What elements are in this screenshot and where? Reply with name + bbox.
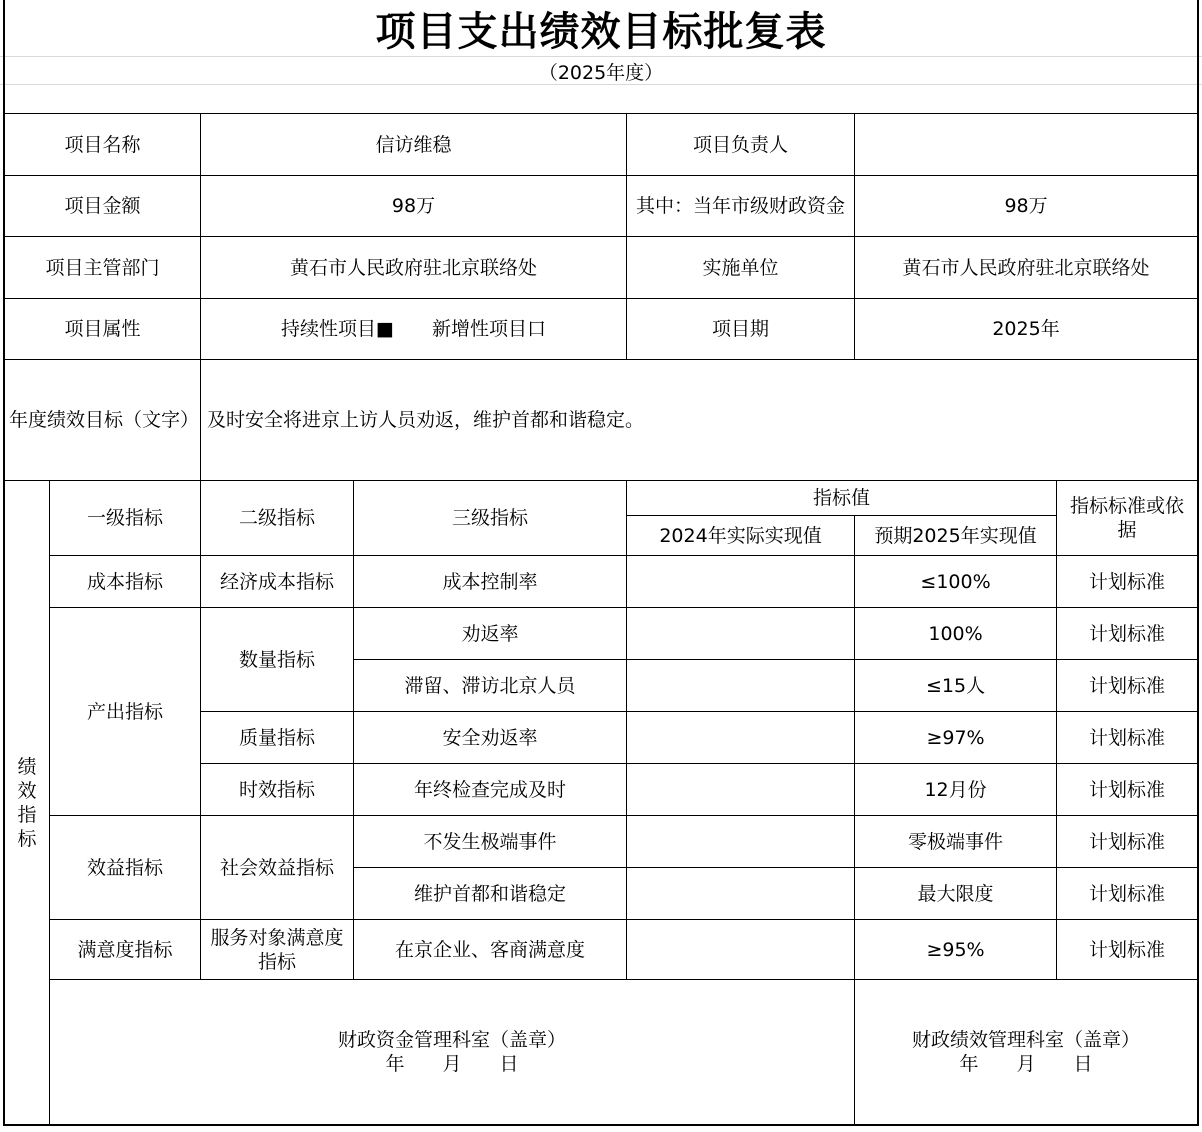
indicator-name: 安全劝返率	[354, 712, 627, 764]
left-office-text: 财政资金管理科室（盖章）	[338, 1029, 567, 1051]
indicator-basis[interactable]: 计划标准	[1057, 868, 1198, 920]
performance-goal-table	[4, 113, 1198, 1125]
table-row	[5, 114, 1198, 176]
table-row	[5, 360, 1198, 481]
left-date-text: 年 月 日	[385, 1053, 519, 1075]
header-expected-2025: 预期2025年实现值	[855, 516, 1057, 556]
indicator-header-row	[5, 481, 1198, 516]
indicator-actual[interactable]	[627, 764, 855, 816]
subgroup-service-satisfaction: 服务对象满意度指标	[201, 920, 354, 980]
indicator-name: 成本控制率	[354, 556, 627, 608]
project-leader-label: 项目负责人	[627, 114, 855, 176]
indicator-expected[interactable]: 最大限度	[855, 868, 1057, 920]
subgroup-quality: 质量指标	[201, 712, 354, 764]
indicator-actual[interactable]	[627, 660, 855, 712]
indicator-basis[interactable]: 计划标准	[1057, 712, 1198, 764]
goal-value[interactable]: 及时安全将进京上访人员劝返，维护首都和谐稳定。	[201, 360, 1198, 481]
subgroup-social-benefit: 社会效益指标	[201, 816, 354, 920]
subgroup-quantity: 数量指标	[201, 608, 354, 712]
indicator-expected[interactable]: ≥97%	[855, 712, 1057, 764]
city-fund-label: 其中：当年市级财政资金	[627, 176, 855, 237]
header-value-group: 指标值	[627, 481, 1057, 516]
group-satisfaction: 满意度指标	[50, 920, 201, 980]
period-value[interactable]: 2025年	[855, 299, 1198, 360]
indicator-actual[interactable]	[627, 712, 855, 764]
indicator-actual[interactable]	[627, 556, 855, 608]
subgroup-economic-cost: 经济成本指标	[201, 556, 354, 608]
indicator-name: 不发生极端事件	[354, 816, 627, 868]
amount-value[interactable]: 98万	[201, 176, 627, 237]
dept-label: 项目主管部门	[5, 237, 201, 299]
page-title: 项目支出绩效目标批复表	[375, 8, 827, 55]
signature-row	[5, 980, 1198, 1125]
indicator-name: 年终检查完成及时	[354, 764, 627, 816]
indicator-expected[interactable]: 零极端事件	[855, 816, 1057, 868]
indicator-name: 滞留、滞访北京人员	[354, 660, 627, 712]
indicator-basis[interactable]: 计划标准	[1057, 660, 1198, 712]
table-row	[5, 176, 1198, 237]
indicator-basis[interactable]: 计划标准	[1057, 608, 1198, 660]
project-name-value[interactable]: 信访维稳	[201, 114, 627, 176]
table-row	[5, 816, 1198, 868]
table-row	[5, 920, 1198, 980]
indicator-basis[interactable]: 计划标准	[1057, 920, 1198, 980]
indicator-basis[interactable]: 计划标准	[1057, 764, 1198, 816]
header-actual-2024: 2024年实际实现值	[627, 516, 855, 556]
attr-value[interactable]: 持续性项目■ 新增性项目口	[201, 299, 627, 360]
table-row	[5, 556, 1198, 608]
dept-value[interactable]: 黄石市人民政府驻北京联络处	[201, 237, 627, 299]
indicator-expected[interactable]: ≥95%	[855, 920, 1057, 980]
page-subtitle: （2025年度）	[538, 62, 664, 84]
indicator-expected[interactable]: 100%	[855, 608, 1057, 660]
impl-value[interactable]: 黄石市人民政府驻北京联络处	[855, 237, 1198, 299]
group-cost: 成本指标	[50, 556, 201, 608]
indicator-basis[interactable]: 计划标准	[1057, 556, 1198, 608]
subgroup-timeliness: 时效指标	[201, 764, 354, 816]
goal-label: 年度绩效目标（文字）	[5, 360, 201, 481]
impl-label: 实施单位	[627, 237, 855, 299]
indicator-side-label	[5, 481, 50, 1125]
indicator-actual[interactable]	[627, 920, 855, 980]
attr-label: 项目属性	[5, 299, 201, 360]
header-level1: 一级指标	[50, 481, 201, 556]
signature-right[interactable]	[855, 980, 1198, 1125]
indicator-actual[interactable]	[627, 816, 855, 868]
right-date-text: 年 月 日	[959, 1053, 1093, 1075]
indicator-expected[interactable]: 12月份	[855, 764, 1057, 816]
group-benefit: 效益指标	[50, 816, 201, 920]
city-fund-value[interactable]: 98万	[855, 176, 1198, 237]
indicator-expected[interactable]: ≤100%	[855, 556, 1057, 608]
project-name-label: 项目名称	[5, 114, 201, 176]
indicator-expected[interactable]: ≤15人	[855, 660, 1057, 712]
indicator-name: 劝返率	[354, 608, 627, 660]
table-row	[5, 237, 1198, 299]
table-row	[5, 608, 1198, 660]
indicator-actual[interactable]	[627, 608, 855, 660]
indicator-side-text: 绩效指标	[17, 755, 37, 850]
amount-label: 项目金额	[5, 176, 201, 237]
header-basis: 指标标准或依据	[1057, 481, 1198, 556]
indicator-actual[interactable]	[627, 868, 855, 920]
period-label: 项目期	[627, 299, 855, 360]
table-row	[5, 299, 1198, 360]
project-leader-value[interactable]	[855, 114, 1198, 176]
header-level3: 三级指标	[354, 481, 627, 556]
header-level2: 二级指标	[201, 481, 354, 556]
group-output: 产出指标	[50, 608, 201, 816]
indicator-name: 维护首都和谐稳定	[354, 868, 627, 920]
signature-left[interactable]	[50, 980, 855, 1125]
indicator-name: 在京企业、客商满意度	[354, 920, 627, 980]
right-office-text: 财政绩效管理科室（盖章）	[912, 1029, 1141, 1051]
indicator-basis[interactable]: 计划标准	[1057, 816, 1198, 868]
